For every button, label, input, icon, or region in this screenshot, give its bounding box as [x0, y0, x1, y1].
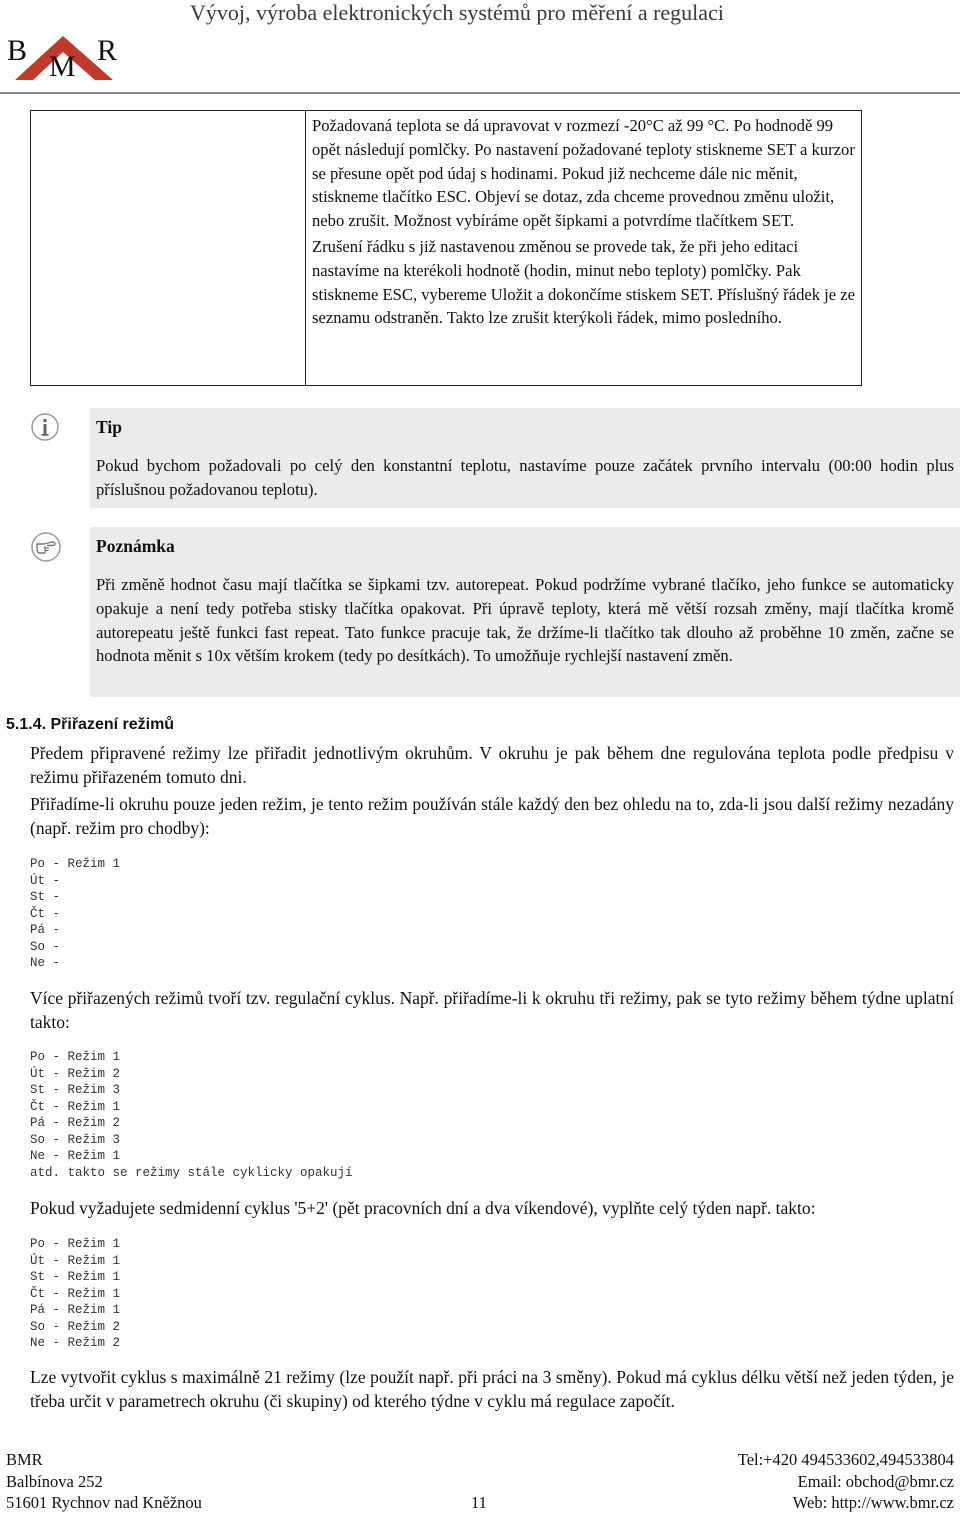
table-paragraph: Zrušení řádku s již nastavenou změnou se provede tak, že při jeho editaci nastavíme na kterékoli hodnotě (hodin, minut nebo teploty) pomlčky. Pak stiskneme ESC, vybereme Uložit a dokončíme stiskem SET. Příslušný řádek je ze seznamu odstraněn. Takto lze zrušit kterýkoli řádek, mimo posledního.: [312, 236, 856, 328]
footer-address: [6, 1449, 202, 1514]
tip-title: Tip: [96, 417, 122, 437]
bmr-logo: [5, 30, 125, 82]
footer-company: BMR: [6, 1450, 43, 1469]
page-header-title: Vývoj, výroba elektronických systémů pro měření a regulaci: [190, 0, 724, 25]
paragraph: Lze vytvořit cyklus s maximálně 21 režimy (lze použít např. při práci na 3 směny). Pokud má cyklus délku větší než jeden týden, je třeba určit v parametrech okruhu (či skupiny) od kterého týdne v cyklu má regulace započít.: [30, 1367, 954, 1411]
pointing-hand-icon: [30, 531, 62, 563]
paragraph: Více přiřazených režimů tvoří tzv. regulační cyklus. Např. přiřadíme-li k okruhu tři režimy, pak se tyto režimy během týdne uplatní takto:: [30, 988, 954, 1032]
code-listing: Po - Režim 1 Út - Režim 2 St - Režim 3 Čt - Režim 1 Pá - Režim 2 So - Režim 3 Ne - Režim 1 atd. takto se režimy stále cyklicky opakují: [30, 1050, 353, 1180]
note-box: [90, 527, 960, 697]
svg-text:R: R: [97, 34, 118, 67]
code-listing: Po - Režim 1 Út - St - Čt - Pá - So - Ne -: [30, 857, 121, 970]
paragraph: Přiřadíme-li okruhu pouze jeden režim, je tento režim používán stále každý den bez ohledu na to, zda-li jsou další režimy nezadány (např. režim pro chodby):: [30, 794, 954, 838]
paragraph: Předem připravené režimy lze přiřadit jednotlivým okruhům. V okruhu je pak během dne regulována teplota podle předpisu v režimu přiřazeném tomuto dni.: [30, 743, 954, 787]
footer-tel: Tel:+420 494533602,494533804: [737, 1450, 954, 1469]
footer-contact: [738, 1449, 954, 1514]
svg-text:M: M: [49, 50, 76, 82]
paragraph: Pokud vyžadujete sedmidenní cyklus '5+2' (pět pracovních dní a dva víkendové), vyplňte celý týden např. takto:: [30, 1198, 816, 1218]
svg-text:B: B: [7, 34, 28, 67]
table-text-cell: [312, 114, 857, 332]
code-listing: Po - Režim 1 Út - Režim 1 St - Režim 1 Čt - Režim 1 Pá - Režim 1 So - Režim 2 Ne - Režim 2: [30, 1237, 121, 1350]
footer-street: Balbínova 252: [6, 1471, 103, 1491]
tip-box: [90, 408, 960, 508]
tip-text: Pokud bychom požadovali po celý den konstantní teplotu, nastavíme pouze začátek prvního intervalu (00:00 hodin plus příslušnou požadovanou teplotu).: [96, 456, 954, 499]
info-icon: [30, 412, 60, 442]
note-title: Poznámka: [96, 536, 175, 556]
page-number: 11: [471, 1493, 487, 1512]
header-divider: [0, 92, 960, 94]
section-heading: 5.1.4. Přiřazení režimů: [6, 716, 175, 733]
table-column-divider: [305, 110, 306, 386]
note-text: Při změně hodnot času mají tlačítka se šipkami tzv. autorepeat. Pokud podržíme vybrané tlačíko, jeho funkce se automaticky opakuje a není tedy potřeba stisky tlačítka opakovat. Při úpravě teploty, která mě větší rozsah změny, mají tlačítka kromě autorepeatu ještě funkci fast repeat. Tato funkce pracuje tak, že držíme-li tlačítko tak dlouho až proběhne 10 změn, začne se hodnota měnit s 10x větším krokem (tedy po desítkách). To umožňuje rychlejší nastavení změn.: [96, 575, 954, 666]
footer-email[interactable]: Email: obchod@bmr.cz: [797, 1471, 954, 1491]
footer-city: 51601 Rychnov nad Kněžnou: [6, 1493, 202, 1513]
table-paragraph: Požadovaná teplota se dá upravovat v rozmezí -20°C až 99 °C. Po hodnodě 99 opět následují pomlčky. Po nastavení požadované teploty stiskneme SET a kurzor se přesune opět pod údaj s hodinami. Pokud již nechceme dále nic měnit, stiskneme tlačítko ESC. Objeví se dotaz, zda chceme provednou změnu uložit, nebo zrušit. Možnost vybíráme opět šipkami a potvrdíme tlačítkem SET.: [312, 116, 855, 231]
footer-web[interactable]: Web: http://www.bmr.cz: [792, 1493, 954, 1513]
